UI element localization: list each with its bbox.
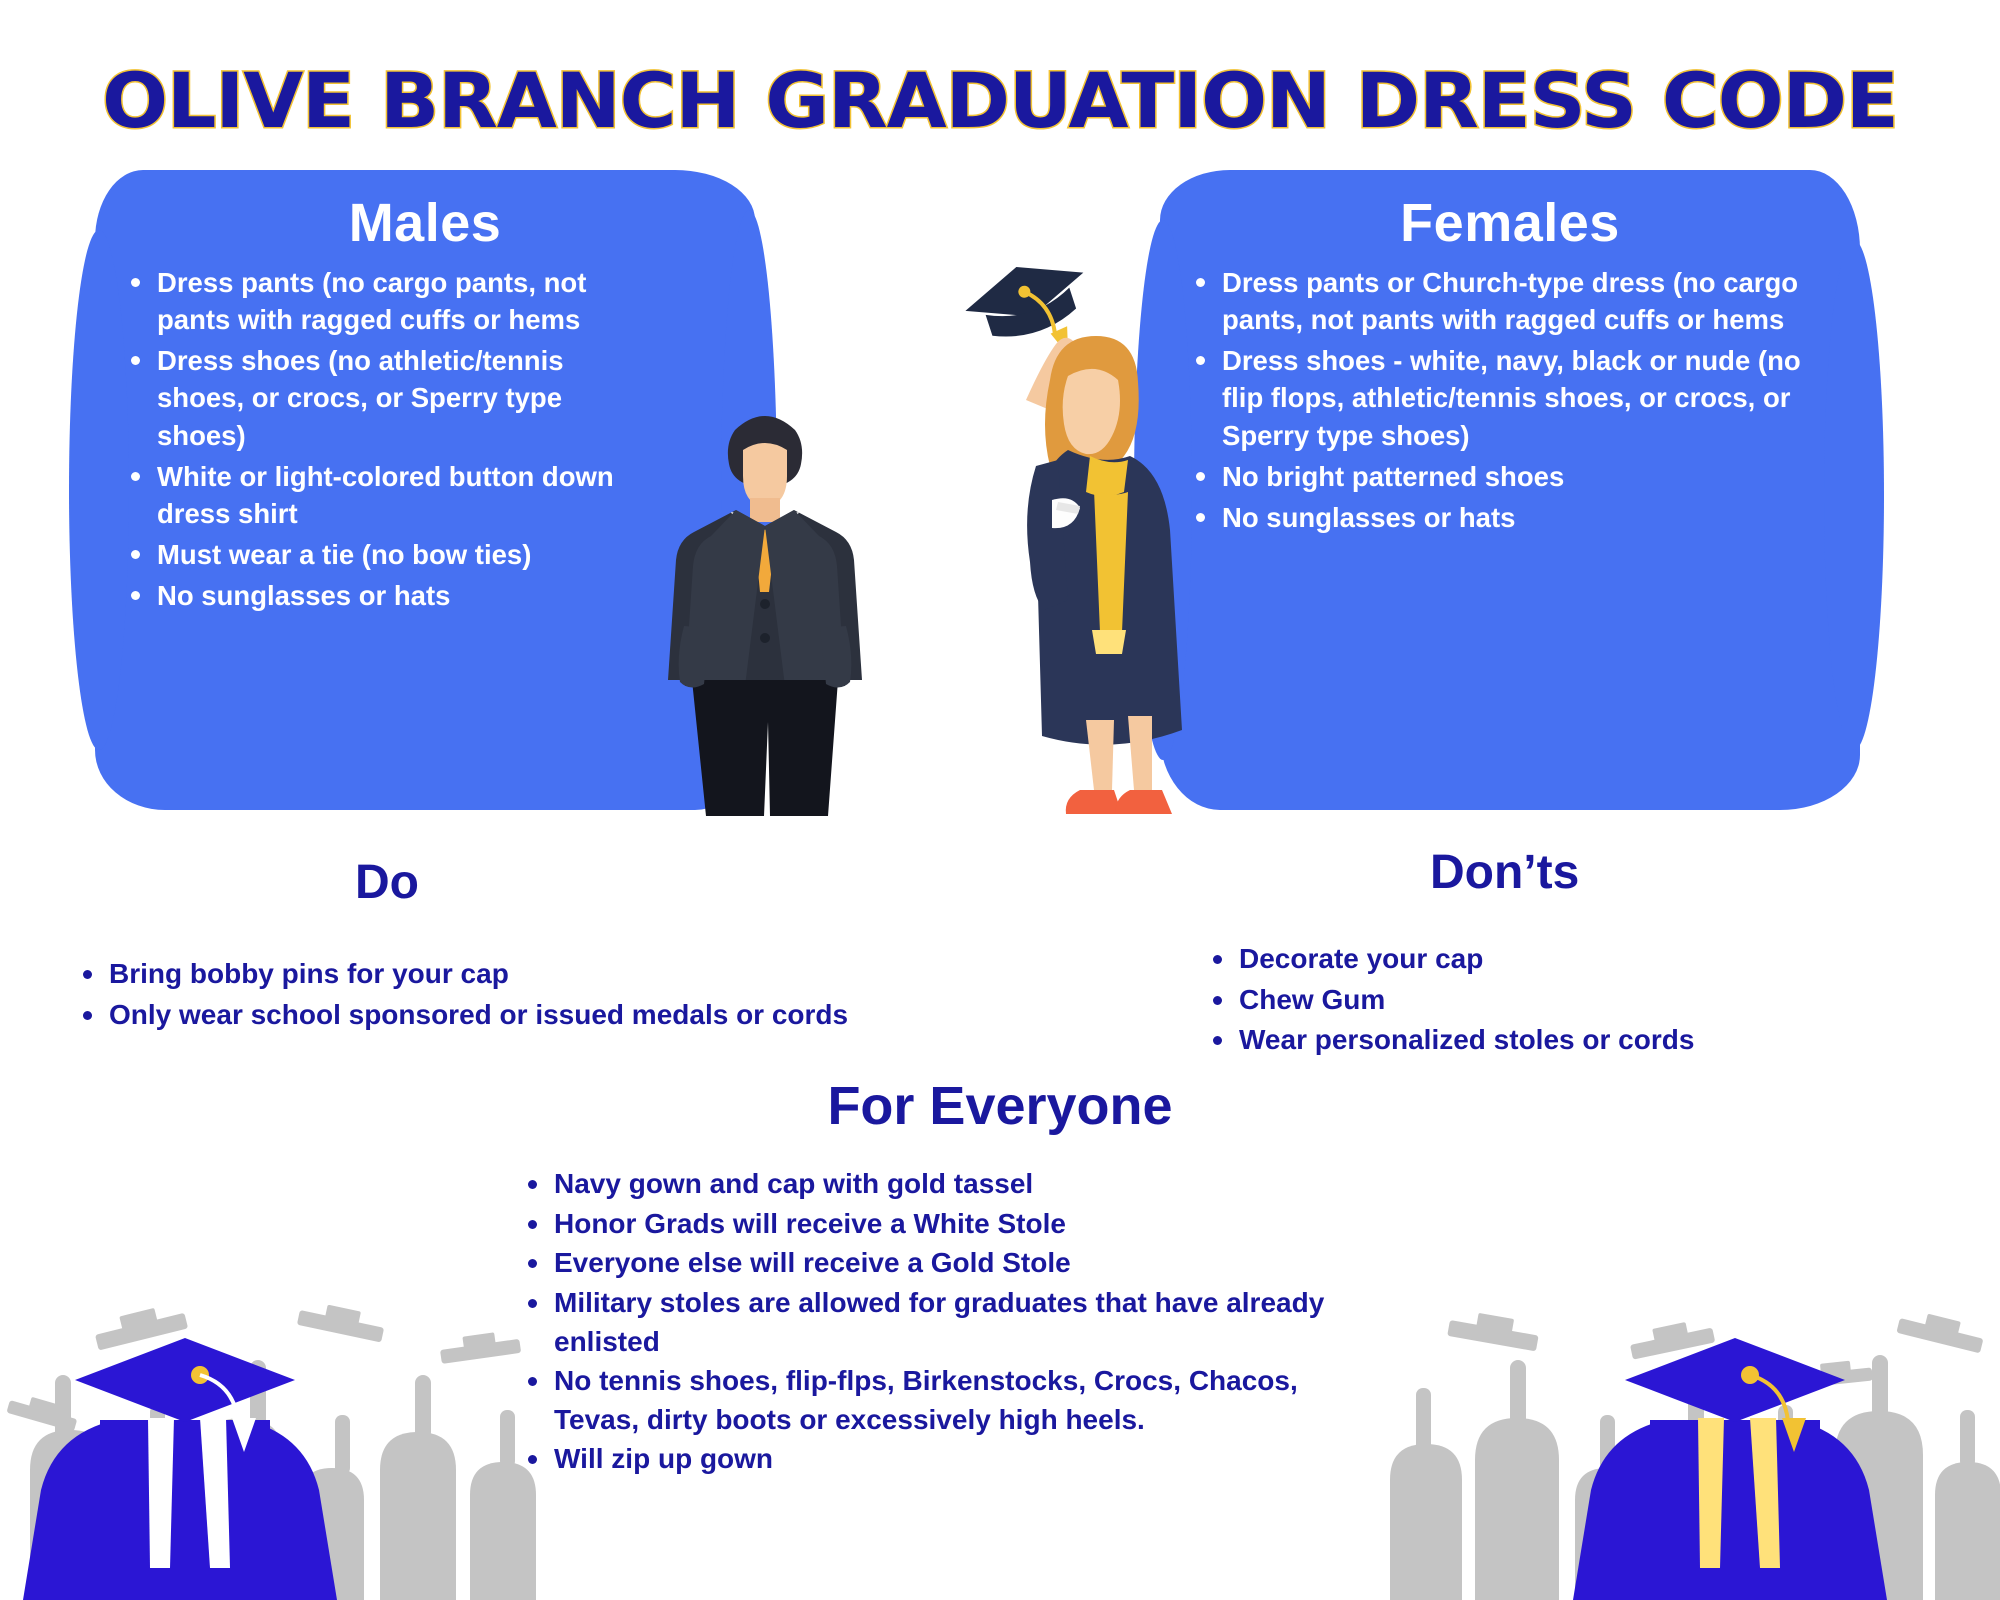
males-heading: Males bbox=[348, 193, 502, 253]
females-heading: Females bbox=[1400, 193, 1620, 253]
list-item: Dress shoes - white, navy, black or nude (no flip flops, athletic/tennis shoes, or crocs, or Sperry type shoes) bbox=[1222, 342, 1820, 453]
list-item: No sunglasses or hats bbox=[1222, 499, 1820, 536]
list-item: No sunglasses or hats bbox=[157, 577, 645, 614]
do-heading: Do bbox=[355, 856, 419, 909]
female-graduate-gown-illustration bbox=[940, 250, 1220, 820]
list-item: Must wear a tie (no bow ties) bbox=[157, 536, 645, 573]
list-item: No tennis shoes, flip-flps, Birkenstocks, Crocs, Chacos, Tevas, dirty boots or excessively high heels. bbox=[520, 1362, 1380, 1439]
females-list bbox=[1160, 264, 1860, 536]
graduation-crowd-silhouette bbox=[1380, 1170, 2000, 1600]
females-panel bbox=[1160, 170, 1860, 810]
male-graduate-suit-illustration bbox=[650, 390, 880, 820]
list-item: Decorate your cap bbox=[1205, 940, 1905, 979]
list-item: No bright patterned shoes bbox=[1222, 458, 1820, 495]
do-list bbox=[75, 955, 875, 1036]
list-item: Everyone else will receive a Gold Stole bbox=[520, 1244, 1380, 1283]
graduation-crowd-silhouette bbox=[0, 1170, 560, 1600]
list-item: Dress shoes (no athletic/tennis shoes, or crocs, or Sperry type shoes) bbox=[157, 342, 645, 453]
list-item: Wear personalized stoles or cords bbox=[1205, 1021, 1905, 1060]
navy-gown-white-stole-icon bbox=[23, 1338, 337, 1600]
donts-heading: Don’ts bbox=[1430, 846, 1580, 899]
list-item: White or light-colored button down dress shirt bbox=[157, 458, 645, 532]
list-item: Only wear school sponsored or issued medals or cords bbox=[75, 996, 875, 1035]
list-item: Military stoles are allowed for graduates that have already enlisted bbox=[520, 1284, 1380, 1361]
list-item: Chew Gum bbox=[1205, 981, 1905, 1020]
list-item: Dress pants (no cargo pants, not pants with ragged cuffs or hems bbox=[157, 264, 645, 338]
list-item: Navy gown and cap with gold tassel bbox=[520, 1165, 1380, 1204]
list-item: Will zip up gown bbox=[520, 1440, 1380, 1479]
list-item: Dress pants or Church-type dress (no cargo pants, not pants with ragged cuffs or hems bbox=[1222, 264, 1820, 338]
donts-list bbox=[1205, 940, 1905, 1062]
list-item: Honor Grads will receive a White Stole bbox=[520, 1205, 1380, 1244]
page-title: OLIVE BRANCH GRADUATION DRESS CODE bbox=[102, 56, 1898, 145]
everyone-list bbox=[520, 1165, 1380, 1480]
everyone-heading: For Everyone bbox=[827, 1076, 1173, 1136]
list-item: Bring bobby pins for your cap bbox=[75, 955, 875, 994]
